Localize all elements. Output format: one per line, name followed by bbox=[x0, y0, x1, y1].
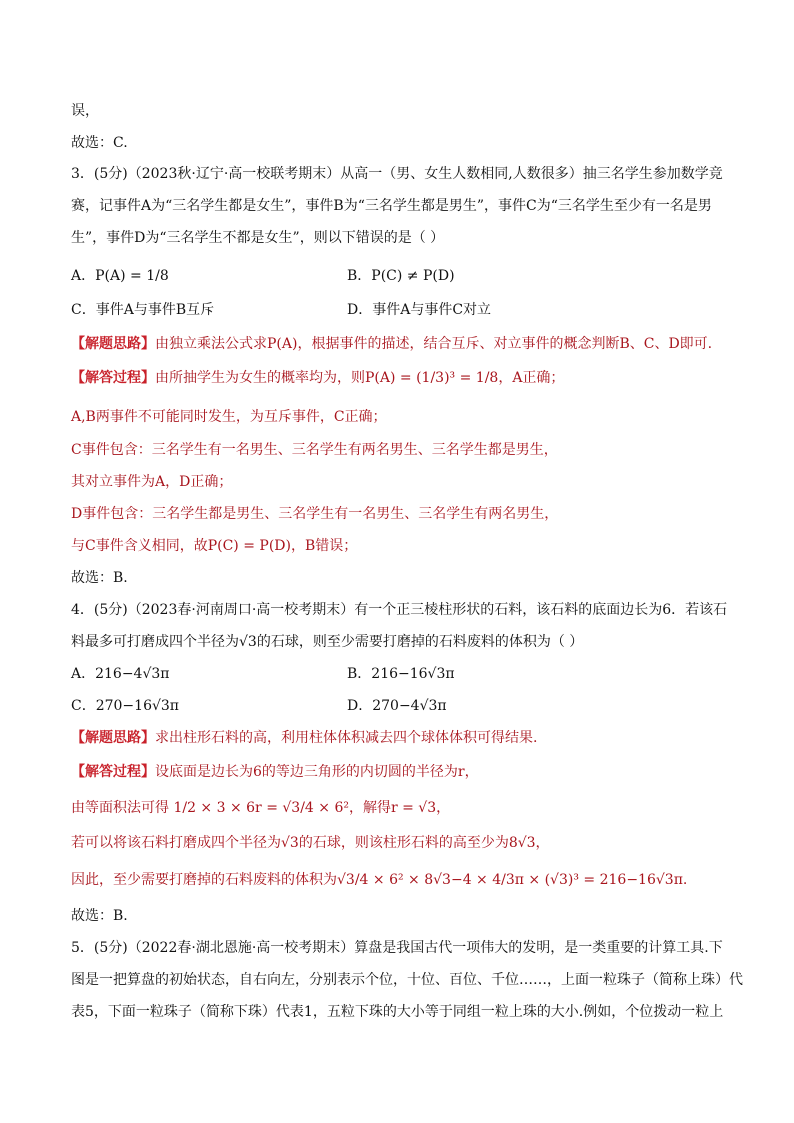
q4-process-line-4: 因此，至少需要打磨掉的石料废料的体积为√3/4 × 6² × 8√3−4 × 4/3π × (√3)³ = 216−16√3π. bbox=[71, 872, 688, 888]
q3-process-line-2: A,B两事件不可能同时发生，为互斥事件，C正确； bbox=[71, 409, 387, 425]
q3-process-line-3: C事件包含：三名学生有一名男生、三名学生有两名男生、三名学生都是男生， bbox=[71, 442, 558, 458]
q5-stem-line-3: 表5，下面一粒珠子（简称下珠）代表1，五粒下珠的大小等于同组一粒上珠的大小.例如，个位拨动一粒上 bbox=[71, 1004, 724, 1020]
q4-stem-line-2: 料最多可打磨成四个半径为√3的石球，则至少需要打磨掉的石料废料的体积为（ ） bbox=[71, 634, 584, 650]
q3-option-b: B．P(C) ≠ P(D) bbox=[347, 268, 455, 284]
q3-process-text-b: ，则P(A) = (1/3)³ = 1/8，A正确； bbox=[337, 370, 565, 386]
q4-idea-tag: 【解题思路】 bbox=[71, 730, 155, 746]
q3-stem-line-2: 赛，记事件A为“三名学生都是女生”，事件B为“三名学生都是男生”，事件C为“三名学生至少有一名是男 bbox=[71, 198, 712, 214]
q4-process-line bbox=[71, 762, 479, 782]
q5-stem-line-1: 5．(5分)（2022春·湖北恩施·高一校考期末）算盘是我国古代一项伟大的发明，是一类重要的计算工具.下 bbox=[71, 940, 723, 956]
q3-process-line-5: D事件包含：三名学生都是男生、三名学生有一名男生、三名学生有两名男生， bbox=[71, 506, 559, 522]
q3-process-line bbox=[71, 368, 564, 388]
q3-process-line-4: 其对立事件为A，D正确； bbox=[71, 474, 233, 490]
q3-option-d: D．事件A与事件C对立 bbox=[347, 302, 492, 318]
q3-stem-line-1: 3．(5分)（2023秋·辽宁·高一校联考期末）从高一（男、女生人数相同,人数很多）抽三名学生参加数学竞 bbox=[71, 166, 723, 182]
q3-process-tag: 【解答过程】 bbox=[71, 370, 155, 386]
q4-option-a: A．216−4√3π bbox=[71, 666, 170, 682]
q4-option-b: B．216−16√3π bbox=[347, 666, 455, 682]
prev-question-end: 误， bbox=[71, 103, 99, 119]
q4-idea-line bbox=[71, 728, 537, 748]
q4-process-line-2: 由等面积法可得 1/2 × 3 × 6r = √3/4 × 6²，解得r = √3， bbox=[71, 800, 451, 816]
q3-process-text-a: 由所抽学生为女生的概率均为 bbox=[155, 370, 337, 386]
q4-option-c: C．270−16√3π bbox=[71, 698, 180, 714]
q3-process-line-6: 与C事件含义相同，故P(C) = P(D)，B错误； bbox=[71, 538, 358, 554]
q3-idea-text: 由独立乘法公式求P(A)，根据事件的描述，结合互斥、对立事件的概念判断B、C、D即可. bbox=[155, 336, 713, 352]
q4-option-d: D．270−4√3π bbox=[347, 698, 447, 714]
q4-stem-line-1: 4．(5分)（2023春·河南周口·高一校考期末）有一个正三棱柱形状的石料，该石料的底面边长为6．若该石 bbox=[71, 602, 728, 618]
q3-stem-line-3: 生”，事件D为“三名学生不都是女生”，则以下错误的是（ ） bbox=[71, 230, 445, 246]
q5-stem-line-2: 图是一把算盘的初始状态，自右向左，分别表示个位，十位、百位、千位……，上面一粒珠子（简称上珠）代 bbox=[71, 972, 743, 988]
prev-answer: 故选：C. bbox=[71, 135, 128, 151]
q4-idea-text: 求出柱形石料的高，利用柱体体积减去四个球体体积可得结果. bbox=[155, 730, 538, 746]
q3-idea-tag: 【解题思路】 bbox=[71, 336, 155, 352]
q3-option-c: C．事件A与事件B互斥 bbox=[71, 302, 215, 318]
q4-process-text: 设底面是边长为6的等边三角形的内切圆的半径为r， bbox=[155, 764, 479, 780]
q4-process-line-3: 若可以将该石料打磨成四个半径为√3的石球，则该柱形石料的高至少为8√3， bbox=[71, 835, 550, 851]
q4-process-tag: 【解答过程】 bbox=[71, 764, 155, 780]
q3-idea-line bbox=[71, 334, 712, 354]
q3-answer: 故选：B. bbox=[71, 570, 128, 586]
q3-option-a: A．P(A) = 1/8 bbox=[71, 268, 169, 284]
q4-answer: 故选：B. bbox=[71, 908, 128, 924]
